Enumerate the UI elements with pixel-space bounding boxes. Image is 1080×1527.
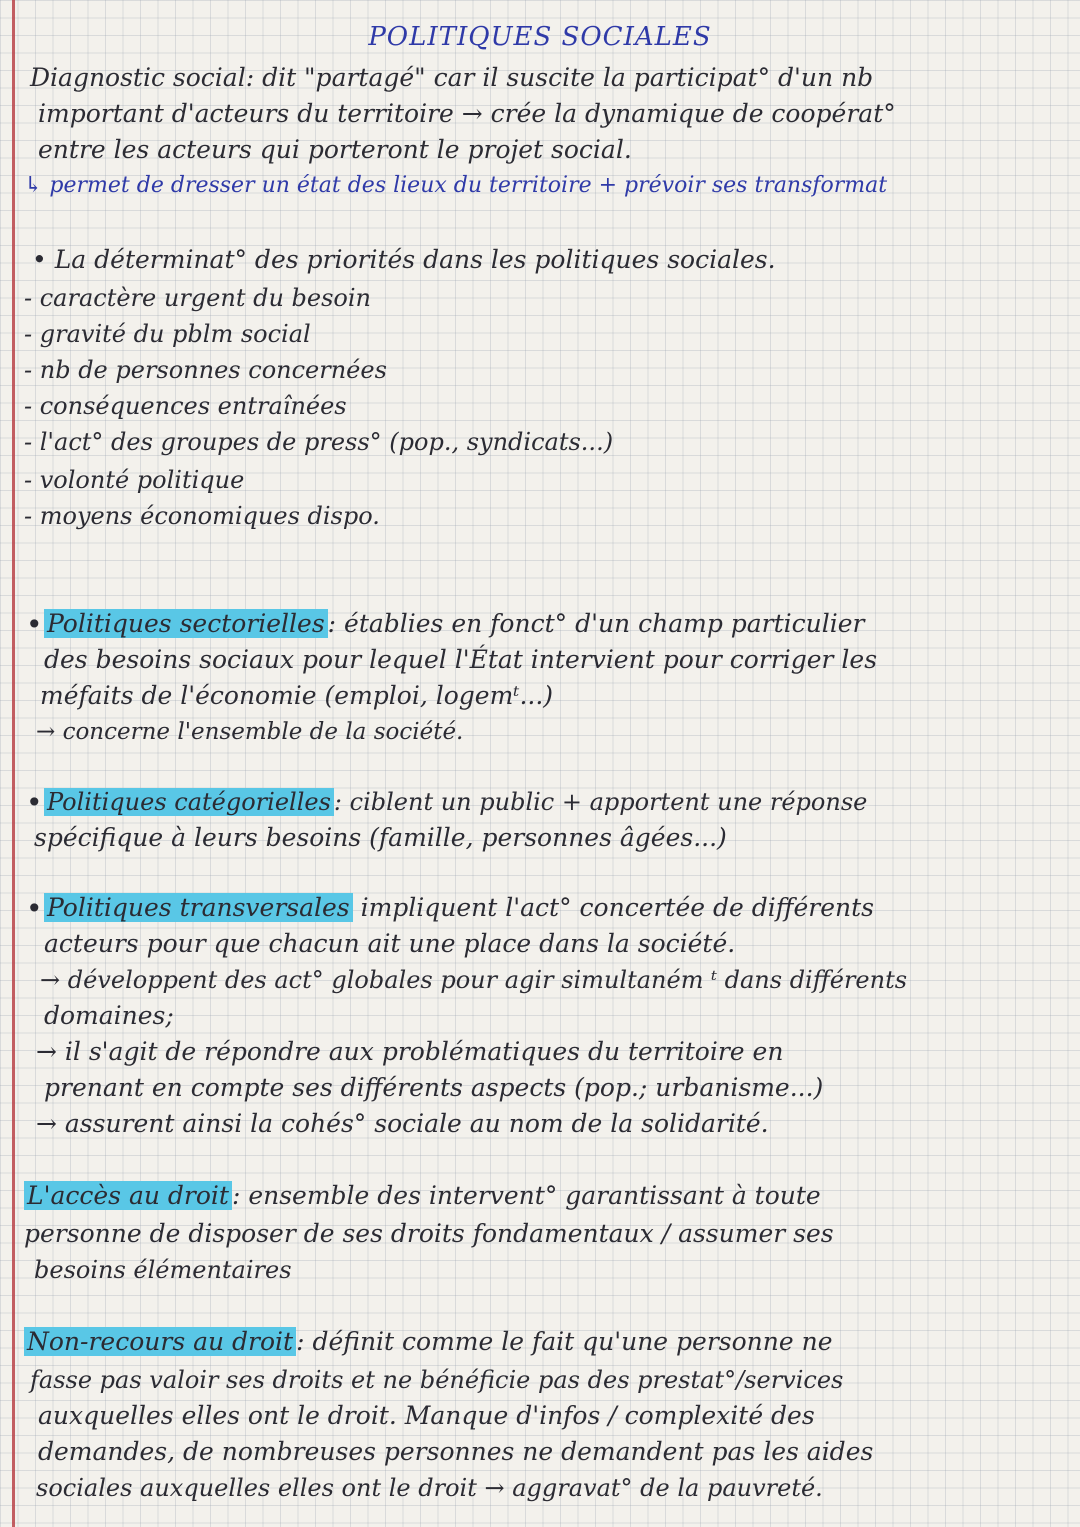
priority-item: - caractère urgent du besoin xyxy=(24,284,372,312)
priority-item: - volonté politique xyxy=(24,466,245,494)
categorielles-line-1 xyxy=(44,786,867,818)
intro-line-1: Diagnostic social: dit "partagé" car il suscite la participat° d'un nb xyxy=(30,63,874,92)
transversales-line-7: → assurent ainsi la cohés° sociale au nom de la solidarité. xyxy=(36,1109,769,1138)
priority-item: - moyens économiques dispo. xyxy=(24,502,380,530)
transversales-line-3: → développent des act° globales pour agir simultaném ᵗ dans différents xyxy=(40,966,908,994)
transversales-term: Politiques transversales xyxy=(44,893,353,922)
bullet-dot: • xyxy=(26,608,43,641)
categorielles-definition-start: : ciblent un public + apportent une réponse xyxy=(333,788,868,816)
priority-item: - nb de personnes concernées xyxy=(24,356,387,384)
transversales-line-1 xyxy=(44,892,874,924)
non-recours-line-3: auxquelles elles ont le droit. Manque d'infos / complexité des xyxy=(38,1401,815,1430)
acces-term: L'accès au droit xyxy=(24,1181,232,1210)
sectorielles-line-1 xyxy=(44,608,865,640)
non-recours-term: Non-recours au droit xyxy=(24,1327,296,1356)
acces-line-1 xyxy=(24,1180,821,1212)
sectorielles-term: Politiques sectorielles xyxy=(44,609,328,638)
categorielles-line-2: spécifique à leurs besoins (famille, personnes âgées...) xyxy=(34,823,727,852)
priorities-heading: • La déterminat° des priorités dans les politiques sociales. xyxy=(32,245,776,274)
non-recours-line-5: sociales auxquelles elles ont le droit → aggravat° de la pauvreté. xyxy=(36,1474,823,1502)
priority-item: - l'act° des groupes de press° (pop., syndicats...) xyxy=(24,428,614,456)
non-recours-definition-start: : définit comme le fait qu'une personne ne xyxy=(296,1327,833,1356)
bullet-dot: • xyxy=(26,786,43,819)
non-recours-line-2: fasse pas valoir ses droits et ne bénéficie pas des prestat°/services xyxy=(30,1366,844,1394)
transversales-line-4: domaines; xyxy=(44,1001,174,1030)
priority-item: - conséquences entraînées xyxy=(24,392,347,420)
transversales-line-5: → il s'agit de répondre aux problématiques du territoire en xyxy=(36,1037,784,1066)
acces-definition-start: : ensemble des intervent° garantissant à toute xyxy=(231,1181,821,1210)
non-recours-line-4: demandes, de nombreuses personnes ne demandent pas les aides xyxy=(38,1437,874,1466)
margin-line xyxy=(12,0,15,1527)
intro-line-2: important d'acteurs du territoire → crée la dynamique de coopérat° xyxy=(38,99,896,128)
intro-line-3: entre les acteurs qui porteront le projet social. xyxy=(38,135,632,164)
transversales-definition-start: impliquent l'act° concertée de différents xyxy=(360,893,874,922)
sectorielles-line-3: méfaits de l'économie (emploi, logemᵗ...) xyxy=(40,681,554,710)
sectorielles-definition-start: : établies en fonct° d'un champ particulier xyxy=(327,609,865,638)
acces-line-3: besoins élémentaires xyxy=(34,1256,292,1284)
categorielles-term: Politiques catégorielles xyxy=(44,788,334,816)
sectorielles-line-4: → concerne l'ensemble de la société. xyxy=(36,719,464,745)
transversales-line-6: prenant en compte ses différents aspects (pop.; urbanisme...) xyxy=(44,1073,824,1102)
acces-line-2: personne de disposer de ses droits fondamentaux / assumer ses xyxy=(24,1219,834,1248)
transversales-line-2: acteurs pour que chacun ait une place dans la société. xyxy=(44,929,736,958)
sectorielles-line-2: des besoins sociaux pour lequel l'État intervient pour corriger les xyxy=(44,645,878,674)
page-title: POLITIQUES SOCIALES xyxy=(368,22,712,52)
bullet-dot: • xyxy=(26,892,43,925)
non-recours-line-1 xyxy=(24,1326,833,1358)
intro-line-4: ↳ permet de dresser un état des lieux du territoire + prévoir ses transformat xyxy=(24,173,888,198)
priority-item: - gravité du pblm social xyxy=(24,320,311,348)
